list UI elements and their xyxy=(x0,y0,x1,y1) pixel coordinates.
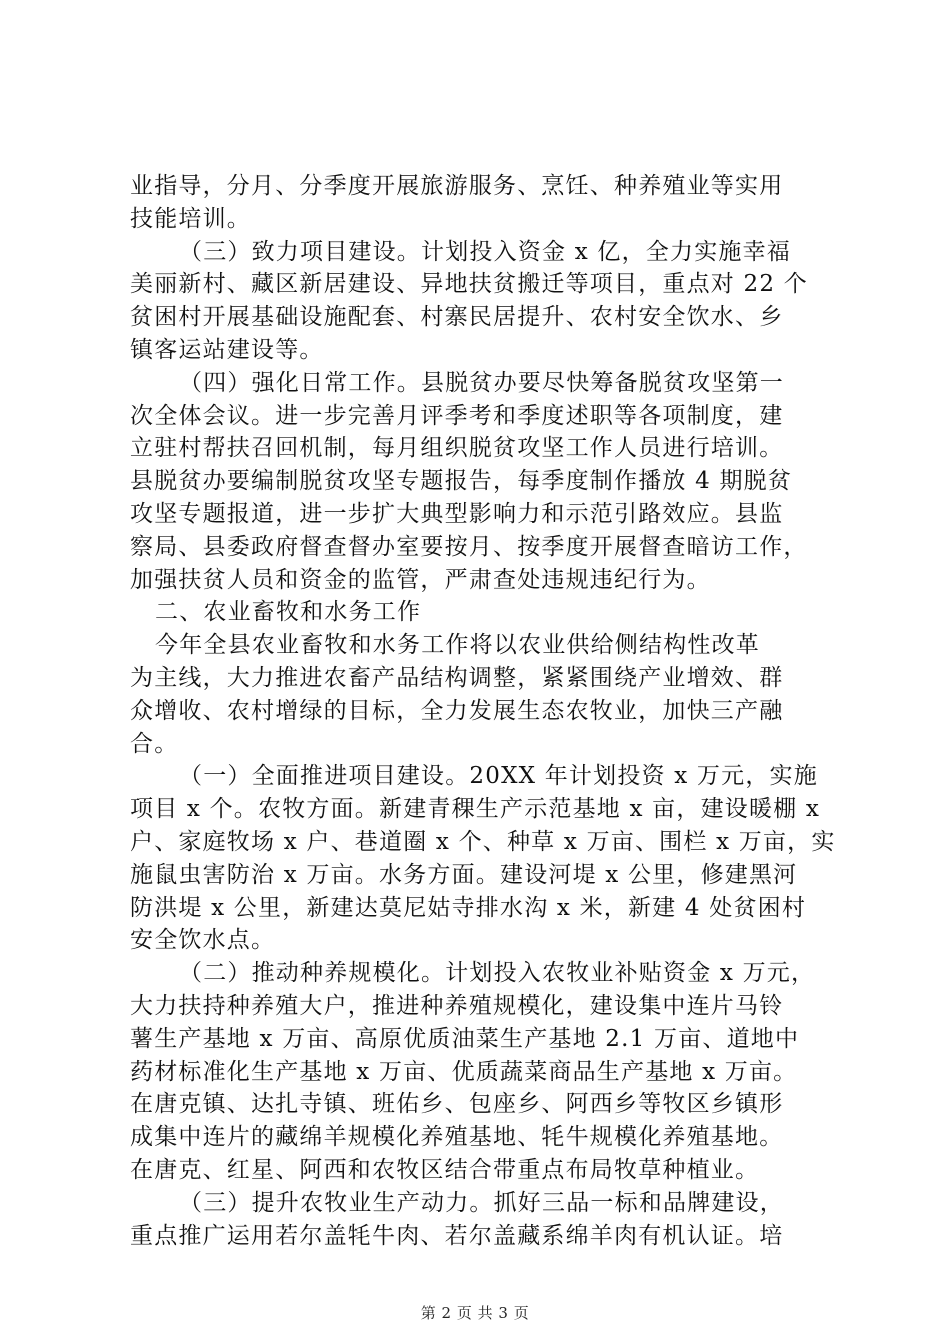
text-line: 合。 xyxy=(130,730,179,757)
text-line: 今年全县农业畜牧和水务工作将以农业供给侧结构性改革 xyxy=(155,632,760,659)
text-line: 二、农业畜牧和水务工作 xyxy=(155,599,422,626)
text-line: 在唐克、红星、阿西和农牧区结合带重点布局牧草种植业。 xyxy=(130,1156,760,1183)
text-line: 安全饮水点。 xyxy=(130,927,276,954)
text-line: 成集中连片的藏绵羊规模化养殖基地、牦牛规模化养殖基地。 xyxy=(130,1124,784,1151)
text-line: 贫困村开展基础设施配套、村寨民居提升、农村安全饮水、乡 xyxy=(130,304,784,331)
text-line: 户、家庭牧场 x 户、巷道圈 x 个、种草 x 万亩、围栏 x 万亩，实 xyxy=(130,828,836,855)
paragraph xyxy=(130,236,820,367)
text-line: 防洪堤 x 公里，新建达莫尼姑寺排水沟 x 米，新建 4 处贫困村 xyxy=(130,894,807,921)
text-line: 为主线，大力推进农畜产品结构调整，紧紧围绕产业增效、群 xyxy=(130,664,784,691)
paragraph xyxy=(130,629,820,760)
text-line: 薯生产基地 x 万亩、高原优质油菜生产基地 2.1 万亩、道地中 xyxy=(130,1025,800,1052)
paragraph xyxy=(130,957,820,1187)
text-line: 项目 x 个。农牧方面。新建青稞生产示范基地 x 亩，建设暖棚 x xyxy=(130,796,821,823)
text-line: 大力扶持种养殖大户，推进种养殖规模化，建设集中连片马铃 xyxy=(130,992,784,1019)
text-line: 药材标准化生产基地 x 万亩、优质蔬菜商品生产基地 x 万亩。 xyxy=(130,1058,798,1085)
text-line: 县脱贫办要编制脱贫攻坚专题报告，每季度制作播放 4 期脱贫 xyxy=(130,468,793,495)
text-line: 美丽新村、藏区新居建设、异地扶贫搬迁等项目，重点对 22 个 xyxy=(130,271,808,298)
text-line: 在唐克镇、达扎寺镇、班佑乡、包座乡、阿西乡等牧区乡镇形 xyxy=(130,1091,784,1118)
text-line: 镇客运站建设等。 xyxy=(130,336,324,363)
text-line: 业指导，分月、分季度开展旅游服务、烹饪、种养殖业等实用 xyxy=(130,173,784,199)
paragraph xyxy=(130,1187,820,1253)
text-line: 众增收、农村增绿的目标，全力发展生态农牧业，加快三产融 xyxy=(130,697,784,724)
text-line: 施鼠虫害防治 x 万亩。水务方面。建设河堤 x 公里，修建黑河 xyxy=(130,861,798,888)
text-line: 次全体会议。进一步完善月评季考和季度述职等各项制度，建 xyxy=(130,402,784,429)
text-line: 察局、县委政府督查督办室要按月、按季度开展督查暗访工作， xyxy=(130,533,808,560)
text-line: （四）强化日常工作。县脱贫办要尽快筹备脱贫攻坚第一 xyxy=(179,369,784,396)
text-line: （二）推动种养规模化。计划投入农牧业补贴资金 x 万元， xyxy=(179,960,816,987)
paragraph xyxy=(130,170,820,236)
paragraph xyxy=(130,760,836,957)
page-footer: 第 2 页 共 3 页 xyxy=(420,1304,530,1322)
text-line: （一）全面推进项目建设。20XX 年计划投资 x 万元，实施 xyxy=(179,763,818,790)
section-heading xyxy=(130,596,820,629)
text-line: 攻坚专题报道，进一步扩大典型影响力和示范引路效应。县监 xyxy=(130,500,784,527)
text-line: 重点推广运用若尔盖牦牛肉、若尔盖藏系绵羊肉有机认证。培 xyxy=(130,1222,784,1249)
text-line: 立驻村帮扶召回机制，每月组织脱贫攻坚工作人员进行培训。 xyxy=(130,435,784,462)
paragraph xyxy=(130,367,820,597)
document-body xyxy=(130,170,836,1252)
text-line: 技能培训。 xyxy=(130,205,251,232)
text-line: 加强扶贫人员和资金的监管，严肃查处违规违纪行为。 xyxy=(130,566,711,593)
text-line: （三）提升农牧业生产动力。抓好三品一标和品牌建设， xyxy=(179,1189,784,1216)
text-line: （三）致力项目建设。计划投入资金 x 亿，全力实施幸福 xyxy=(179,238,791,265)
